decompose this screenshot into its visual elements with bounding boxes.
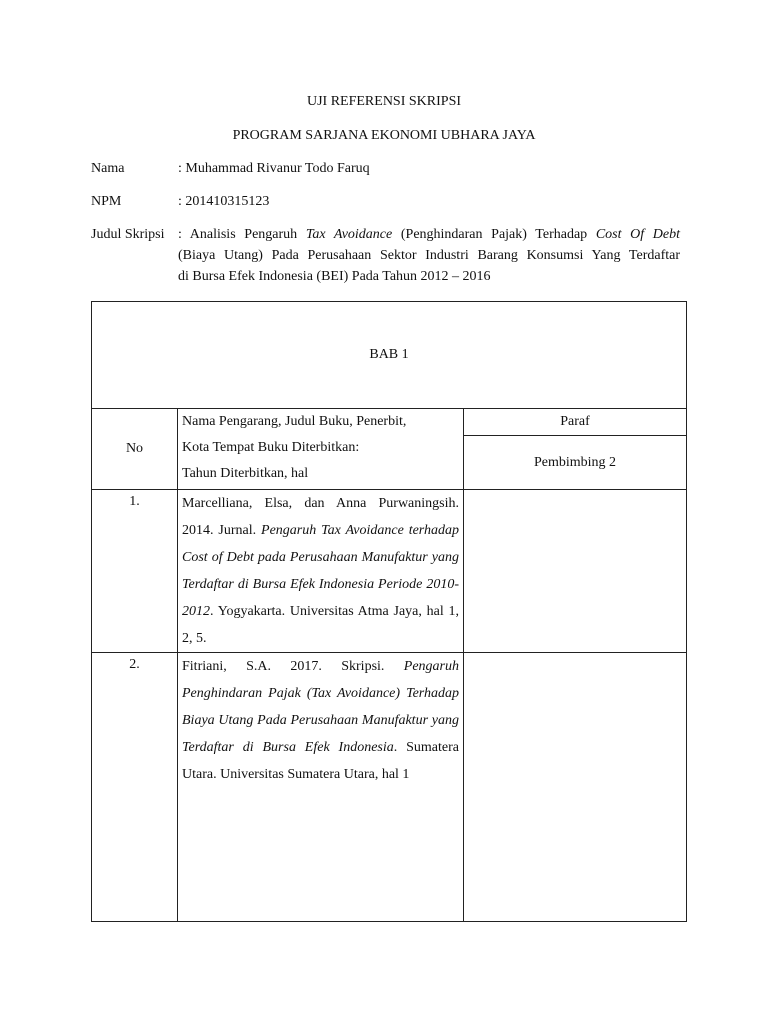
judul-text: (Penghindaran Pajak) Terhadap: [392, 227, 596, 242]
npm-value: : 201410315123: [178, 194, 270, 209]
pembimbing-header: Pembimbing 2: [464, 436, 687, 490]
reference-entry: [178, 653, 464, 922]
entry-title: Pengaruh Tax Avoidance terhadap Cost of Debt pada Perusahaan Manufaktur yang Terdaftar di Bursa Efek Indonesia Periode 2010-2012: [182, 523, 459, 619]
reference-header-line: Kota Tempat Buku Diterbitkan:: [182, 440, 360, 455]
npm-label: NPM: [91, 194, 122, 209]
entry-text: . Yogyakarta. Universitas Atma Jaya, hal 1, 2, 5.: [182, 604, 459, 646]
nama-label: Nama: [91, 161, 125, 176]
judul-line-2: (Biaya Utang) Pada Perusahaan Sektor Industri Barang Konsumsi Yang Terdaftar: [178, 248, 680, 263]
entry-text: Marcelliana, Elsa, dan Anna Purwaningsih. 2014. Jurnal.: [182, 496, 459, 538]
judul-label: Judul Skripsi: [91, 227, 165, 242]
document-subtitle: PROGRAM SARJANA EKONOMI UBHARA JAYA: [232, 128, 536, 143]
no-column-header: No: [92, 409, 178, 490]
row-number: 2.: [92, 653, 178, 922]
document-title: UJI REFERENSI SKRIPSI: [306, 94, 462, 109]
reference-table: [91, 301, 687, 922]
entry-title: Pengaruh Penghindaran Pajak (Tax Avoidance) Terhadap Biaya Utang Pada Perusahaan Manufaktur yang Terdaftar di Bursa Efek Indonesia: [182, 659, 459, 755]
judul-line-1: [178, 224, 680, 245]
judul-italic: Tax Avoidance: [305, 227, 393, 242]
entry-text: Fitriani, S.A. 2017. Skripsi.: [182, 659, 404, 674]
table-row: [92, 490, 687, 653]
paraf-column-header: Paraf: [464, 409, 687, 436]
paraf-cell: [464, 653, 687, 922]
reference-column-header: [178, 409, 464, 490]
entry-text: . Sumatera Utara. Universitas Sumatera Utara, hal 1: [182, 740, 460, 782]
paraf-cell: [464, 490, 687, 653]
reference-header-line: Nama Pengarang, Judul Buku, Penerbit,: [182, 414, 407, 429]
judul-line-3: di Bursa Efek Indonesia (BEI) Pada Tahun 2012 – 2016: [178, 269, 491, 284]
judul-value: [178, 224, 680, 287]
bab-heading: BAB 1: [92, 302, 687, 409]
reference-entry: [178, 490, 464, 653]
row-number: 1.: [92, 490, 178, 653]
table-row: [92, 653, 687, 922]
reference-header-line: Tahun Diterbitkan, hal: [182, 466, 309, 481]
judul-italic: Cost Of Debt: [595, 227, 680, 242]
judul-text: : Analisis Pengaruh: [178, 227, 306, 242]
nama-value: : Muhammad Rivanur Todo Faruq: [178, 161, 370, 176]
